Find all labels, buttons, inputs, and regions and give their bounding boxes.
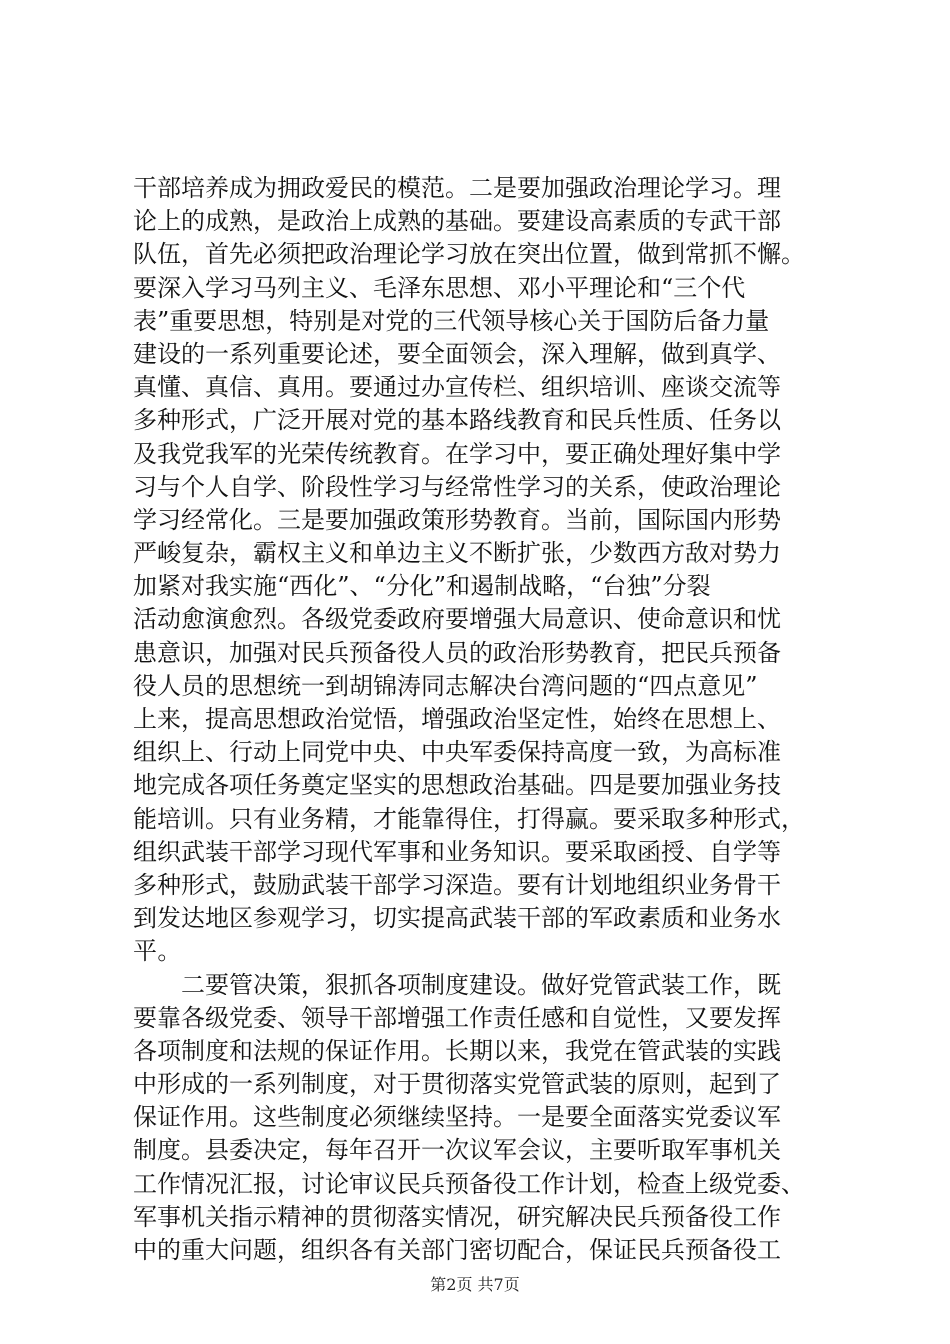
text-line: 患意识，加强对民兵预备役人员的政治形势教育，把民兵预备: [133, 638, 781, 667]
page-footer: 第2页 共7页: [430, 1275, 520, 1294]
text-line: 中的重大问题，组织各有关部门密切配合，保证民兵预备役工: [133, 1236, 781, 1264]
text-line: 学习经常化。三是要加强政策形势教育。当前，国际国内形势: [133, 505, 781, 534]
text-line: 二要管决策，狠抓各项制度建设。做好党管武装工作，既: [133, 970, 781, 999]
text-line: 队伍，首先必须把政治理论学习放在突出位置，做到常抓不懈。: [133, 240, 805, 269]
text-line: 各项制度和法规的保证作用。长期以来，我党在管武装的实践: [133, 1036, 781, 1065]
text-line: 及我党我军的光荣传统教育。在学习中，要正确处理好集中学: [133, 439, 781, 468]
text-line: 加紧对我实施“西化”、“分化”和遏制战略，“台独”分裂: [133, 572, 711, 601]
text-line: 平。: [133, 937, 182, 966]
text-line: 论上的成熟，是政治上成熟的基础。要建设高素质的专武干部: [133, 207, 781, 236]
text-line: 严峻复杂，霸权主义和单边主义不断扩张，少数西方敌对势力: [133, 539, 781, 568]
text-line: 建设的一系列重要论述，要全面领会，深入理解，做到真学、: [133, 339, 781, 368]
text-line: 组织武装干部学习现代军事和业务知识。要采取函授、自学等: [133, 837, 781, 866]
text-line: 工作情况汇报，讨论审议民兵预备役工作计划，检查上级党委、: [133, 1169, 805, 1198]
text-line: 表”重要思想，特别是对党的三代领导核心关于国防后备力量: [133, 306, 770, 335]
body-text: [133, 172, 838, 1267]
text-line: 要靠各级党委、领导干部增强工作责任感和自觉性，又要发挥: [133, 1003, 781, 1032]
text-line: 多种形式，鼓励武装干部学习深造。要有计划地组织业务骨干: [133, 870, 781, 899]
text-line: 组织上、行动上同党中央、中央军委保持高度一致，为高标准: [133, 738, 781, 767]
text-line: 役人员的思想统一到胡锦涛同志解决台湾问题的“四点意见”: [133, 671, 758, 700]
text-line: 真懂、真信、真用。要通过办宣传栏、组织培训、座谈交流等: [133, 373, 781, 402]
text-line: 到发达地区参观学习，切实提高武装干部的军政素质和业务水: [133, 904, 781, 933]
text-line: 保证作用。这些制度必须继续坚持。一是要全面落实党委议军: [133, 1103, 781, 1132]
text-line: 制度。县委决定，每年召开一次议军会议，主要听取军事机关: [133, 1136, 781, 1165]
text-line: 活动愈演愈烈。各级党委政府要增强大局意识、使命意识和忧: [133, 605, 781, 634]
text-line: 要深入学习马列主义、毛泽东思想、邓小平理论和“三个代: [133, 273, 746, 302]
text-line: 多种形式，广泛开展对党的基本路线教育和民兵性质、任务以: [133, 406, 781, 435]
text-line: 能培训。只有业务精，才能靠得住，打得赢。要采取多种形式，: [133, 804, 805, 833]
text-line: 中形成的一系列制度，对于贯彻落实党管武装的原则，起到了: [133, 1070, 781, 1099]
text-line: 军事机关指示精神的贯彻落实情况，研究解决民兵预备役工作: [133, 1202, 781, 1231]
text-line: 上来，提高思想政治觉悟，增强政治坚定性，始终在思想上、: [133, 705, 781, 733]
text-line: 地完成各项任务奠定坚实的思想政治基础。四是要加强业务技: [133, 771, 781, 800]
text-line: 习与个人自学、阶段性学习与经常性学习的关系，使政治理论: [133, 472, 781, 501]
text-line: 干部培养成为拥政爱民的模范。二是要加强政治理论学习。理: [133, 174, 781, 202]
